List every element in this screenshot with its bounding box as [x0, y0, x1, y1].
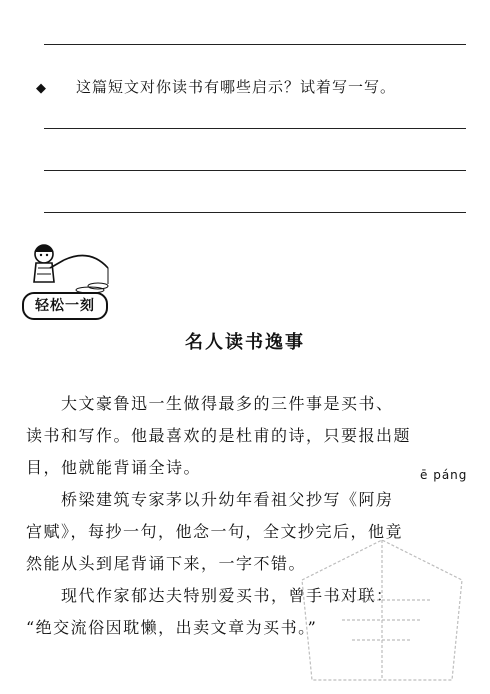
- question: [36, 76, 476, 97]
- paragraph-line: 宫赋》，每抄一句，他念一句，全文抄完后，他竟: [26, 522, 404, 541]
- paragraph-line: “绝交流俗因耽懒，出卖文章为买书。”: [26, 618, 318, 637]
- paragraph-line: 目，他就能背诵全诗。: [26, 458, 202, 477]
- diamond-bullet-icon: ◆: [36, 81, 47, 96]
- paragraph-line: 大文豪鲁迅一生做得最多的三件事是买书、: [26, 394, 394, 413]
- decorative-stamp-icon: [282, 520, 472, 690]
- question-text: 这篇短文对你读书有哪些启示？试着写一写。: [76, 78, 397, 96]
- answer-line-1: [44, 44, 466, 45]
- paragraph-line: 然能从头到尾背诵下来，一字不错。: [26, 554, 307, 573]
- paragraph-line: 现代作家郁达夫特别爱买书，曾手书对联：: [26, 586, 394, 605]
- paragraph-1: [26, 388, 462, 484]
- paragraph-line: 读书和写作。他最喜欢的是杜甫的诗，只要报出题: [26, 426, 412, 445]
- answer-line-2: [44, 128, 466, 129]
- answer-line-4: [44, 212, 466, 213]
- pinyin-annotation: ē páng: [420, 468, 468, 482]
- fishing-boy-icon: [20, 238, 112, 294]
- answer-line-3: [44, 170, 466, 171]
- section-badge: 轻松一刻: [22, 292, 108, 320]
- paragraph-line: 桥梁建筑专家茅以升幼年看祖父抄写《阿房: [26, 490, 394, 509]
- article-title: 名人读书逸事: [185, 332, 305, 353]
